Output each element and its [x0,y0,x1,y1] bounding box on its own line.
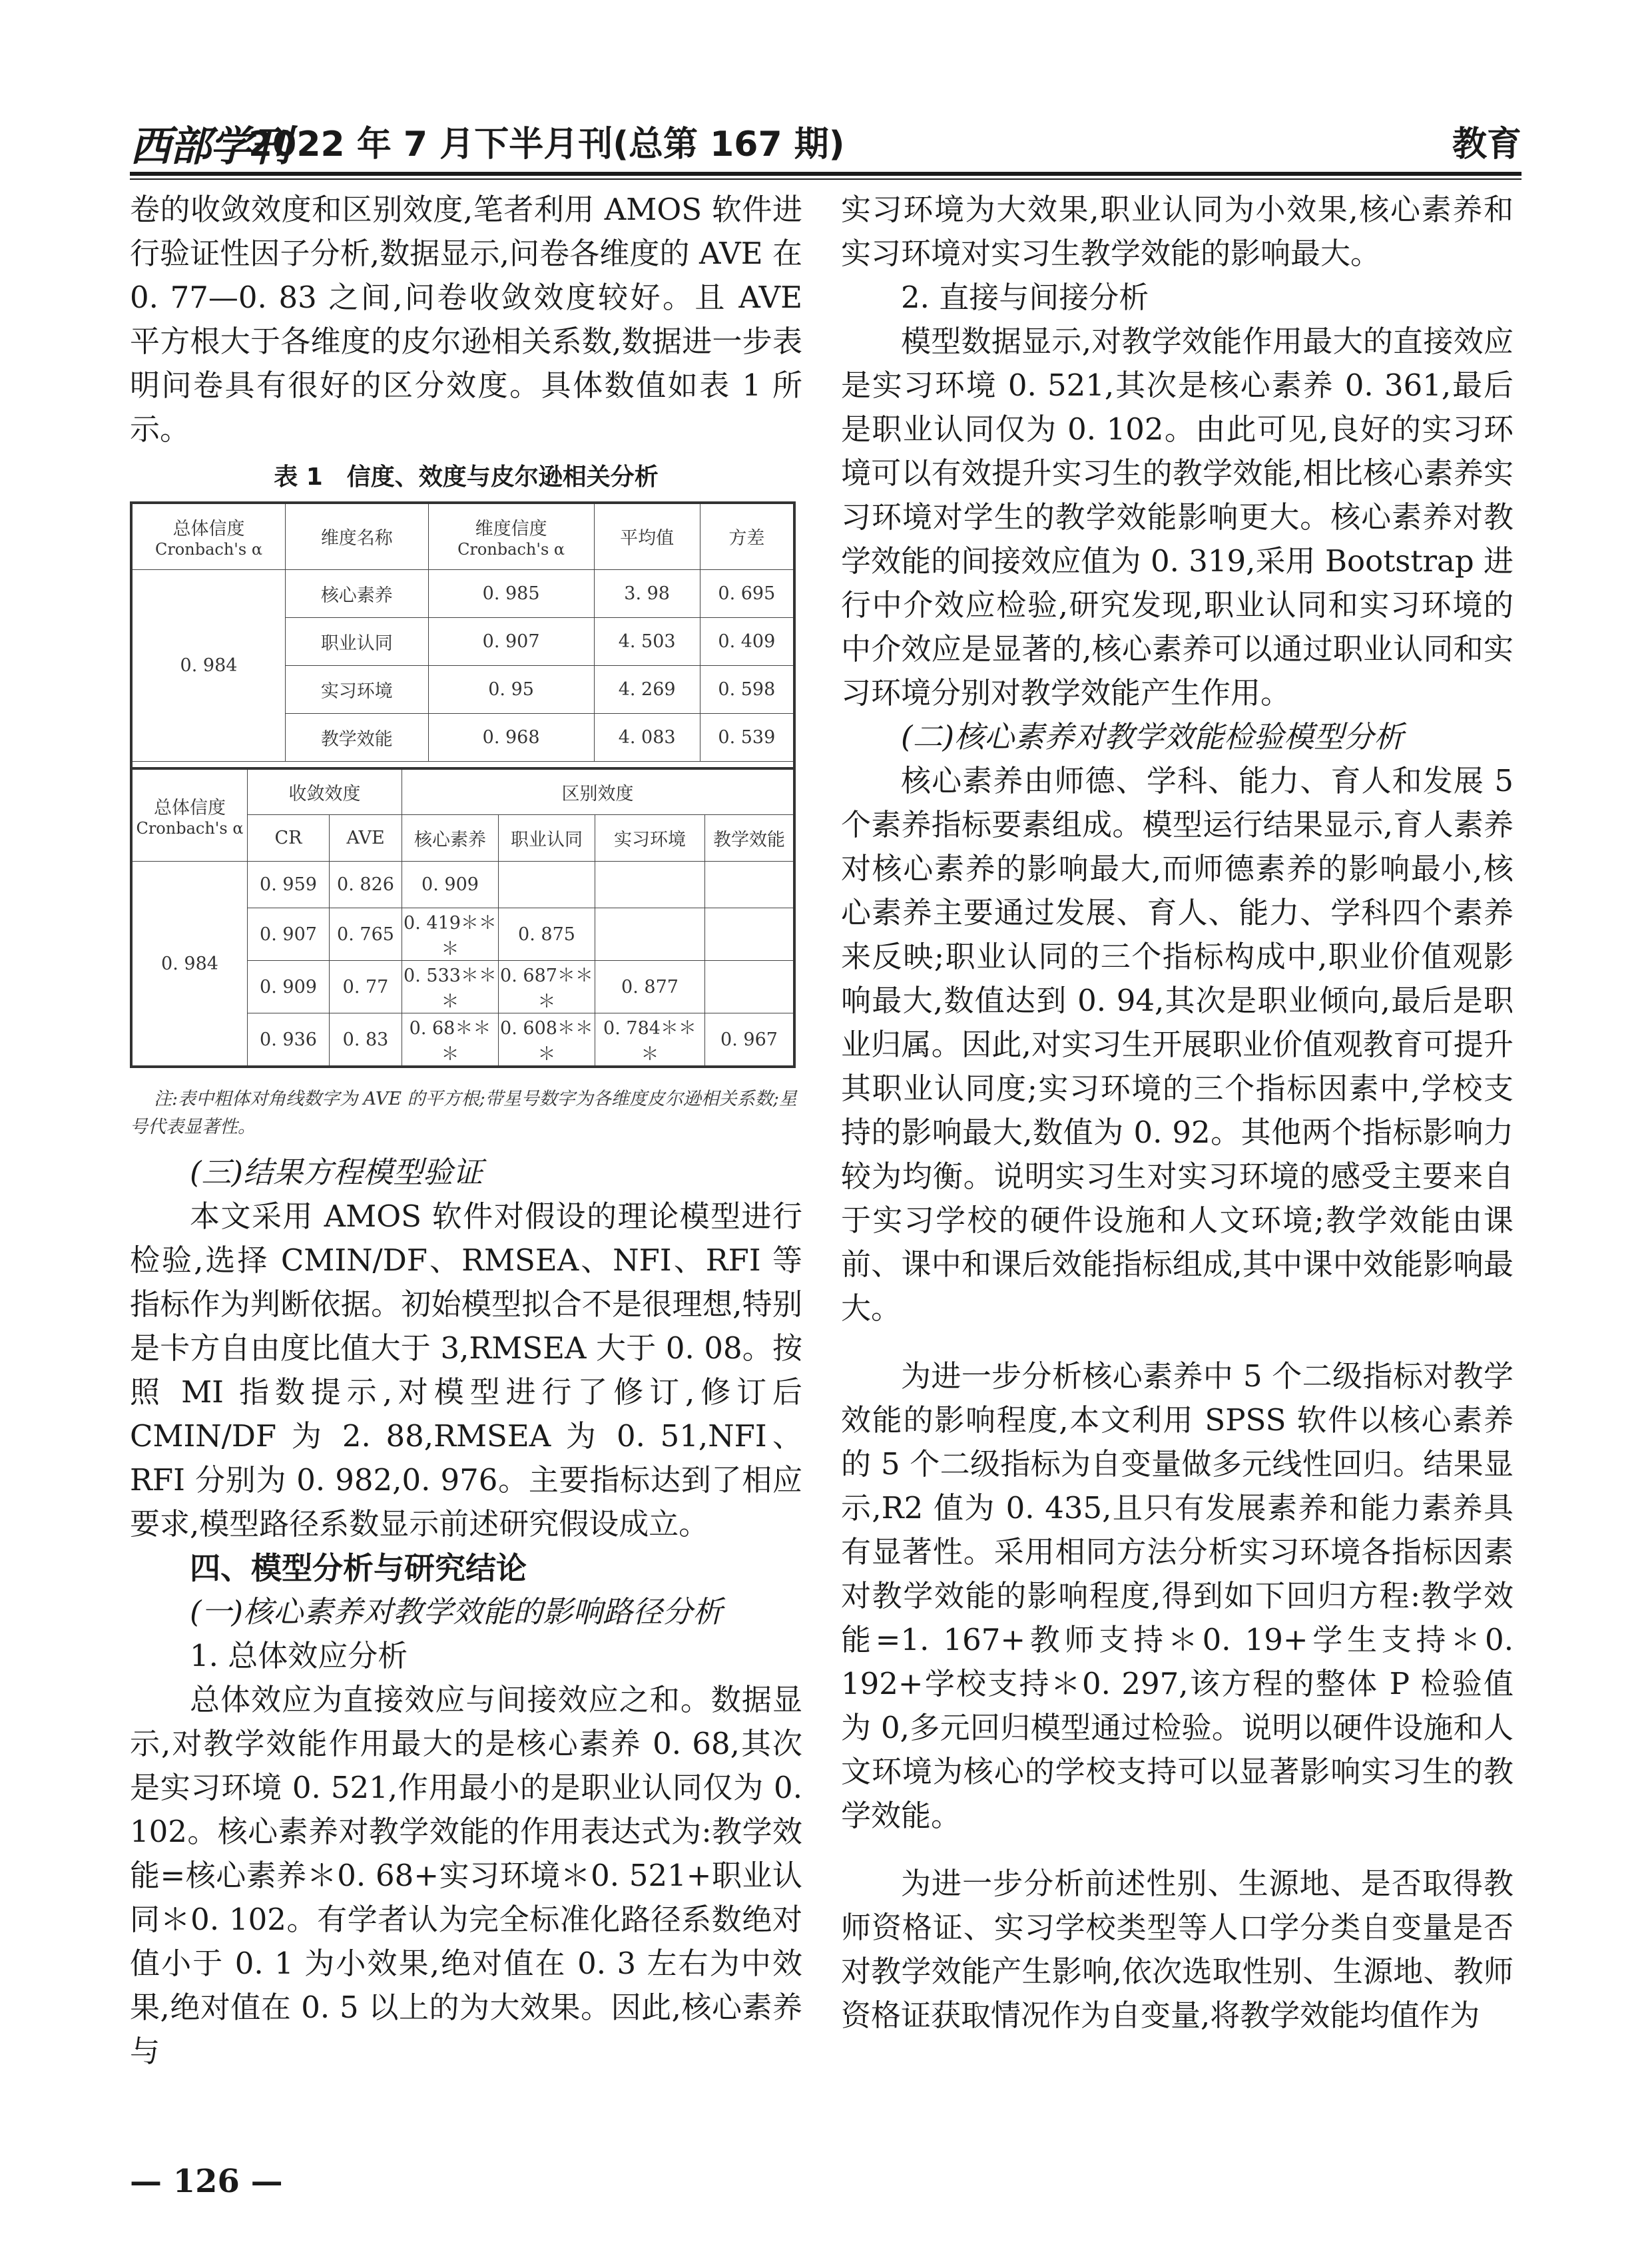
header-variance: 方差 [700,503,794,569]
right-column [841,188,1514,2038]
table-separator [130,762,796,767]
header-overall: 总体信度 Cronbach's α [131,503,286,569]
left-column [130,188,802,2074]
table-cell: 0. 83 [330,1013,402,1067]
table-note: 注:表中粗体对角线数字为 AVE 的平方根;带星号数字为各维度皮尔逊相关系数;星号代表显著性。 [130,1089,797,1137]
table-cell: 职业认同 [286,617,429,665]
table-cell: 0. 533＊＊＊ [402,961,499,1013]
table-cell [705,862,795,908]
subsection-title-4-1: (一)核心素养对教学效能的影响路径分析 [190,1594,723,1629]
table-cell: 0. 936 [248,1013,330,1067]
subsection-title-4-2: (二)核心素养对教学效能检验模型分析 [901,719,1404,754]
subsection-title-3: (三)结果方程模型验证 [190,1155,483,1190]
table-title: 表 1 信度、效度与皮尔逊相关分析 [274,463,659,491]
table-cell: 0. 608＊＊＊ [499,1013,595,1067]
header-overall: 总体信度 Cronbach's α [131,768,248,862]
overall-value: 0. 984 [131,862,248,1067]
table-cell: 0. 409 [700,617,794,665]
table-header-row [131,503,794,569]
table-cell: 3. 98 [594,569,700,617]
header-dimension: 维度名称 [286,503,429,569]
page-header [130,113,1521,170]
header-cr: CR [248,815,330,862]
table-cell: 0. 907 [248,908,330,961]
header-dim-reliability: 维度信度 Cronbach's α [428,503,594,569]
paragraph-sem: 本文采用 AMOS 软件对假设的理论模型进行检验,选择 CMIN/DF、RMSEA、NFI、RFI 等指标作为判断依据。初始模型拟合不是很理想,特别是卡方自由度比值大于 3,RMSEA 大于 0. 08。按照 MI 指数提示,对模型进行了修订,修订后 CMIN/DF 为 2. 88,RMSEA 为 0. 51,NFI、RFI 分别为 0. 982,0. 976。主要指标达到了相应要求,模型路径系数显示前述研究假设成立。 [130,1199,802,1541]
table-cell: 0. 695 [700,569,794,617]
table-cell: 0. 875 [499,908,595,961]
table-cell: 0. 826 [330,862,402,908]
journal-logo: 西部学刊 [130,122,290,170]
table-cell: 0. 95 [428,665,594,713]
table-cell: 核心素养 [286,569,429,617]
paragraph-direct: 模型数据显示,对教学效能作用最大的直接效应是实习环境 0. 521,其次是核心素养 0. 361,最后是职业认同仅为 0. 102。由此可见,良好的实习环境可以有效提升实习生的教学效能,相比核心素养实习环境对学生的教学效能影响更大。核心素养对教学效能的间接效应值为 0. 319,采用 Bootstrap 进行中介效应检验,研究发现,职业认同和实习环境的中介效应是显著的,核心素养可以通过职业认同和实习环境分别对教学效能产生作用。 [841,324,1514,710]
table-cell: 0. 967 [705,1013,795,1067]
table-cell: 4. 503 [594,617,700,665]
item-title-2: 2. 直接与间接分析 [901,280,1149,315]
table-cell [499,862,595,908]
table-row [131,862,794,908]
paragraph-total-effect: 总体效应为直接效应与间接效应之和。数据显示,对教学效能作用最大的是核心素养 0. 68,其次是实习环境 0. 521,作用最小的是职业认同仅为 0. 102。核心素养对教学效能的作用表达式为:教学效能=核心素养＊0. 68+实习环境＊0. 521+职业认同＊0. 102。有学者认为完全标准化路径系数绝对值小于 0. 1 为小效果,绝对值在 0. 3 左右为中效果,绝对值在 0. 5 以上的为大效果。因此,核心素养与 [130,1682,802,2069]
validity-table [130,767,796,1069]
paragraph-regression: 为进一步分析核心素养中 5 个二级指标对教学效能的影响程度,本文利用 SPSS 软件以核心素养的 5 个二级指标为自变量做多元线性回归。结果显示,R2 值为 0. 435,且只有发展素养和能力素养具有显著性。采用相同方法分析实习环境各指标因素对教学效能的影响程度,得到如下回归方程:教学效能=1. 167+教师支持＊0. 19+学生支持＊0. 192+学校支持＊0. 297,该方程的整体 P 检验值为 0,多元回归模型通过检验。说明以硬件设施和人文环境为核心的学校支持可以显著影响实习生的教学效能。 [841,1358,1514,1833]
paragraph-model: 核心素养由师德、学科、能力、育人和发展 5 个素养指标要素组成。模型运行结果显示,育人素养对核心素养的影响最大,而师德素养的影响最小,核心素养主要通过发展、育人、能力、学科四个素养来反映;职业认同的三个指标构成中,职业价值观影响最大,数值达到 0. 94,其次是职业倾向,最后是职业归属。因此,对实习生开展职业价值观教育可提升其职业认同度;实习环境的三个指标因素中,学校支持的影响最大,数值为 0. 92。其他两个指标影响力较为均衡。说明实习生对实习环境的感受主要来自于实习学校的硬件设施和人文环境;教学效能由课前、课中和课后效能指标组成,其中课中效能影响最大。 [841,763,1514,1326]
table-cell: 4. 269 [594,665,700,713]
item-title-1: 1. 总体效应分析 [190,1638,408,1673]
table-cell: 0. 539 [700,713,794,761]
table-cell: 0. 419＊＊＊ [402,908,499,961]
table-cell: 0. 959 [248,862,330,908]
table-row [131,569,794,617]
table-cell: 实习环境 [286,665,429,713]
header-core: 核心素养 [402,815,499,862]
table-cell [595,862,705,908]
table-cell [705,908,795,961]
table-cell: 0. 968 [428,713,594,761]
table-cell: 0. 907 [428,617,594,665]
table-cell: 0. 68＊＊＊ [402,1013,499,1067]
table-cell: 0. 687＊＊＊ [499,961,595,1013]
header-rule-thin [130,178,1521,180]
header-mean: 平均值 [594,503,700,569]
paragraph-demographic: 为进一步分析前述性别、生源地、是否取得教师资格证、实习学校类型等人口学分类自变量是否对教学效能产生影响,依次选取性别、生源地、教师资格证获取情况作为自变量,将教学效能均值作为 [841,1866,1514,2033]
header-identity: 职业认同 [499,815,595,862]
table-cell: 0. 765 [330,908,402,961]
table-cell: 0. 77 [330,961,402,1013]
paragraph-gap [841,1330,1514,1354]
page-number: — 126 — [130,2163,283,2200]
table-cell: 0. 784＊＊＊ [595,1013,705,1067]
reliability-table [130,501,796,762]
table-cell: 0. 909 [402,862,499,908]
table-cell [705,961,795,1013]
table-cell [595,908,705,961]
header-rule-thick [130,172,1521,176]
header-convergent: 收敛效度 [248,768,402,815]
issue-info: 2022 年 7 月下半月刊(总第 167 期) [248,125,845,164]
header-ave: AVE [330,815,402,862]
header-efficacy: 教学效能 [705,815,795,862]
table-header-row [131,768,794,815]
section-label: 教育 [1452,125,1521,164]
header-discriminant: 区别效度 [402,768,795,815]
table-cell: 0. 909 [248,961,330,1013]
paragraph-continued: 卷的收敛效度和区别效度,笔者利用 AMOS 软件进行验证性因子分析,数据显示,问卷各维度的 AVE 在 0. 77—0. 83 之间,问卷收敛效度较好。且 AVE 平方根大于各维度的皮尔逊相关系数,数据进一步表明问卷具有很好的区分效度。具体数值如表 1 所示。 [130,192,802,447]
paragraph-gap [841,1838,1514,1862]
table-cell: 0. 598 [700,665,794,713]
table-cell: 教学效能 [286,713,429,761]
table-cell: 0. 877 [595,961,705,1013]
paragraph-continued-right: 实习环境为大效果,职业认同为小效果,核心素养和实习环境对实习生教学效能的影响最大。 [841,192,1514,271]
table-cell: 4. 083 [594,713,700,761]
header-environment: 实习环境 [595,815,705,862]
section-title-4: 四、模型分析与研究结论 [190,1550,527,1586]
overall-value: 0. 984 [131,569,286,761]
table-cell: 0. 985 [428,569,594,617]
